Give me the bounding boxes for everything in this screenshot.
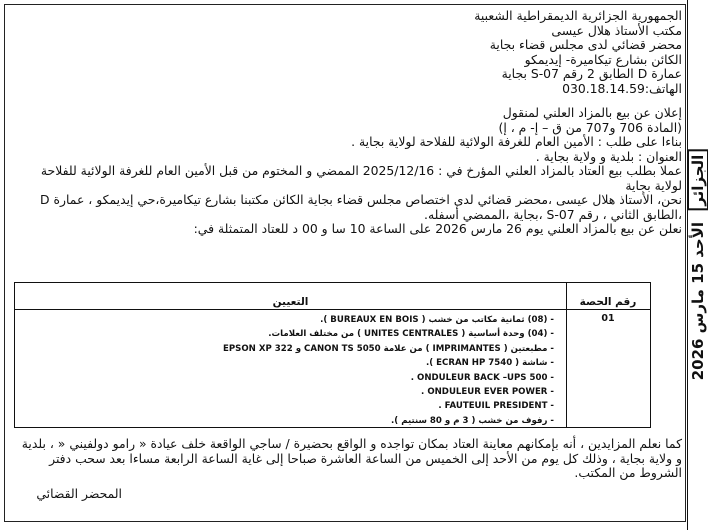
lots-table bbox=[14, 282, 651, 428]
header-line: الهاتف:030.18.14.59 bbox=[562, 80, 682, 96]
list-item: - شاشة ( ECRAN HP 7540 ). bbox=[425, 358, 554, 369]
request-by: بناءا على طلب : الأمين العام للغرفة الولائية للفلاحة لولاية بجاية . bbox=[351, 134, 682, 149]
sidebar-caption bbox=[687, 150, 708, 381]
notice-article: (المادة 706 و707 من ق – إ- م ، إ) bbox=[498, 119, 682, 135]
signature: المحضر القضائي bbox=[36, 486, 122, 501]
order-line: عملا بطلب بيع العتاد بالمزاد العلني المؤرخ في : 2025/12/16 الممضي و المختوم من قبل الأمين العام للغرفة الولائية للفلاحة لولاية بجاية bbox=[40, 163, 682, 193]
newspaper-logo: الجزائر bbox=[687, 150, 708, 211]
list-item: - ONDULEUR BACK –UPS 500 . bbox=[410, 372, 554, 383]
bailiff-line: نحن، الأستاذ هلال عيسى ،محضر قضائي لدى اختصاص مجلس قضاء بجاية الكائن مكتبنا بشارع تيكاميرة،حي إيديمكو ، عمارة D ،الطابق الثاني ، رقم S-07 ،بجاية ،الممضي أسفله. bbox=[40, 192, 682, 222]
notice-title: إعلان عن بيع بالمزاد العلني لمنقول bbox=[502, 105, 682, 120]
list-item: - مطبعتين ( IMPRIMANTES ) من علامة CANON TS 5050 و EPSON XP 322 bbox=[223, 343, 554, 354]
list-item: - ONDULEUR EVER POWER . bbox=[421, 387, 554, 398]
viewing-notice: كما نعلم المزايدين ، أنه بإمكانهم معاينة العتاد بمكان تواجده و الواقع بحضيرة / ساجي الواقعة خلف عيادة « رامو دولفيني « ، بلدية و ولاية بجاية ، وذلك كل يوم من الأحد إلى الخميس من الساعة العاشرة صباحا إلى غاية الساعة الرابعة مساءا بعد سحب دفتر الشروط من المكتب. bbox=[21, 436, 682, 480]
publication-date: الأحد 15 مارس 2026 bbox=[689, 221, 707, 381]
header-line: محضر قضائي لدى مجلس قضاء بجاية bbox=[489, 37, 682, 52]
items-list bbox=[223, 313, 554, 428]
list-item: - رفوف من خشب ( 3 م و 80 سنتيم ). bbox=[391, 415, 554, 426]
list-item: - (04) وحدة أساسية ( UNITES CENTRALES ) من مختلف العلامات. bbox=[268, 329, 554, 340]
announce-line: نعلن عن بيع بالمزاد العلني يوم 26 مارس 2026 على الساعة 10 سا و 00 د للعتاد المتمثلة في: bbox=[193, 221, 682, 236]
header-line: الجمهورية الجزائرية الديمقراطية الشعبية bbox=[474, 8, 682, 23]
header-description: التعيين bbox=[272, 296, 309, 308]
header-lot: رقم الحصة bbox=[579, 296, 637, 308]
address-line: العنوان : بلدية و ولاية بجاية . bbox=[535, 148, 682, 164]
newspaper-sidebar bbox=[687, 0, 708, 530]
lot-number: 01 bbox=[601, 313, 615, 324]
list-item: - FAUTEUIL PRESIDENT . bbox=[438, 401, 554, 412]
header-line: الكائن بشارع تيكاميرة- إيديمكو bbox=[524, 51, 682, 67]
list-item: - (08) ثمانية مكاتب من خشب ( BUREAUX EN BOIS ). bbox=[320, 315, 554, 325]
header-block bbox=[474, 9, 682, 96]
notice-block bbox=[17, 106, 682, 237]
header-line: مكتب الأستاذ هلال عيسى bbox=[551, 22, 682, 38]
header-line: عمارة D الطابق 2 رقم S-07 بجاية bbox=[501, 66, 682, 81]
